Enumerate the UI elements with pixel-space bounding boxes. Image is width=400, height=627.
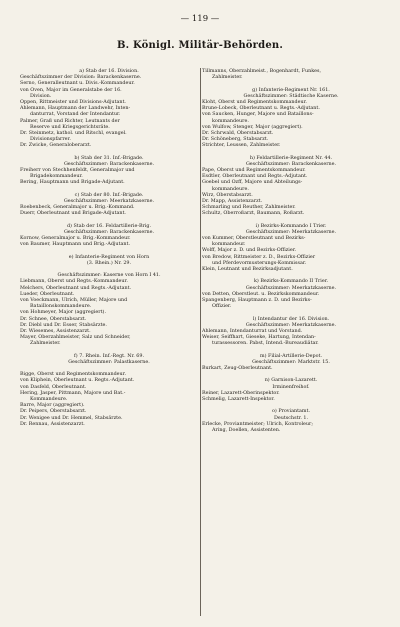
- entry-line: Spangenberg, Hauptmann z. D. und Bezirks-: [202, 296, 312, 303]
- entry-line: Wolff, Major z. D. und Bezirks-Offizier.: [202, 247, 297, 254]
- entry-line: Duerr, Oberleutnant und Brigade-Adjutant.: [20, 210, 126, 217]
- entry-line: Erlecke, Proviantmeister; Ulrich, Kontroleur;: [202, 420, 313, 427]
- entry-line: Klein, Leutnant und Bezirksadjutant.: [202, 266, 293, 272]
- entry-line: Barre, Major (aggregiert).: [20, 402, 85, 409]
- entry-line: Bataillonskommandeure.: [30, 303, 92, 310]
- entry-line: Schultz, Oberroßarzt, Baumann, Roßarzt.: [202, 210, 305, 217]
- section-heading-line: Geschäftszimmer: Barackenkaserne.: [63, 228, 155, 235]
- entry-line: Dr. Schrwald, Oberstabsarzt.: [202, 129, 274, 136]
- entry-line: kommandeure.: [212, 185, 249, 192]
- entry-line: Palmer, Graß und Richter, Leutnants der: [20, 117, 120, 124]
- section-heading-line: Irminenfreihof.: [272, 383, 310, 390]
- entry-line: Liebmann, Oberst und Regts.-Kommandeur.: [20, 278, 128, 285]
- entry-line: von Hohmeyer, Major (aggregiert).: [20, 309, 106, 316]
- two-column-body: [20, 68, 380, 623]
- entry-line: Zahlmeister.: [30, 340, 61, 347]
- entry-line: Dr. Peipers, Oberstabsarzt.: [20, 408, 87, 415]
- section-heading-line: m) Filial-Artillerie-Depot.: [260, 352, 322, 359]
- entry-line: Brigadekommandeur.: [30, 173, 83, 180]
- entry-line: Dr. Steinmetz, kathol. und Ritschl, evangel.: [20, 129, 127, 136]
- entry-line: Reserve und Kriegsgerichtsräte.: [30, 123, 110, 130]
- entry-line: Bigge, Oberst und Regimentskommandeur.: [20, 371, 126, 378]
- entry-line: Bering, Hauptmann und Brigade-Adjutant.: [20, 179, 125, 186]
- entry-line: Schmelig, Lazarett-Inspektor.: [202, 395, 275, 402]
- entry-line: Burkart, Zeug-Oberleutnant.: [202, 365, 273, 371]
- entry-line: Schmarling und Reuther, Zahlmeister.: [202, 204, 296, 211]
- section-heading-line: l) Intendantur der 16. Division.: [252, 315, 330, 322]
- entry-line: turassessoren. Pabst, Intend.-Bureaudiätar.: [212, 340, 319, 347]
- left-column: [20, 68, 198, 427]
- section-heading-line: Geschäftszimmer: Meerkatzkaserne.: [245, 284, 337, 291]
- entry-line: Esdtler, Oberleutnant und Regts.-Adjutant.: [202, 173, 308, 180]
- section-heading-line: Geschäftszimmer: Meerkatzkaserne.: [245, 321, 337, 328]
- entry-line: Brune-Lobeck, Oberleutnant u. Regts.-Adjutant.: [202, 105, 320, 112]
- entry-line: Goebel und Ozff, Majore und Abteilungs-: [202, 179, 303, 186]
- entry-line: Offizier.: [212, 303, 232, 310]
- entry-line: von Kummer, Oberstleutnant und Bezirks-: [202, 235, 306, 242]
- section-heading-line: Geschäftszimmer: Barackenkaserne.: [245, 160, 337, 167]
- section-heading-line: a) Stab der 16. Division.: [79, 68, 139, 74]
- section-heading-line: g) Infanterie-Regiment Nr. 161.: [252, 86, 330, 93]
- section-heading-line: Geschäftszimmer: Kaserne von Horn I 41.: [57, 272, 161, 279]
- entry-line: Dr. Diebl und Dr. Esser, Stabsärzte.: [20, 321, 107, 328]
- section-heading-line: Geschäftszimmer: Barackenkaserne.: [63, 160, 155, 167]
- entry-line: Kornow, Generalmajor u. Brig.-Kommandeur.: [20, 235, 131, 242]
- entry-line: Wirz, Oberstabsarzt.: [202, 191, 253, 198]
- entry-line: danturrat, Vorstand der Intendantur.: [30, 111, 121, 118]
- section-heading-line: Geschäftszimmer: Palastkaserne.: [68, 358, 150, 365]
- section-heading-line: n) Garnison-Lazarett.: [264, 377, 318, 384]
- entry-line: Serno, Generalleutnant u. Divis.-Kommandeur.: [20, 80, 135, 87]
- entry-line: Geschäftszimmer der Division: Barackenkaserne.: [20, 74, 142, 81]
- right-column: [202, 68, 380, 433]
- section-heading-line: k) Bezirks-Kommando II Trier.: [253, 278, 329, 285]
- section-heading-line: h) Feldartillerie-Regiment Nr. 44.: [249, 154, 333, 161]
- entry-line: Divisionspfarrer.: [30, 136, 71, 143]
- section-heading-line: Deutschstr. 1.: [273, 414, 309, 421]
- entry-line: Dr. Zwicke, Generaloberarzt.: [20, 142, 92, 149]
- entry-line: und Pferdevormusterungs-Kommissar.: [212, 259, 307, 266]
- entry-line: von Oven, Major im Generalstabe der 16.: [20, 86, 122, 93]
- entry-line: kommandeure.: [212, 117, 249, 124]
- entry-line: von Detten, Oberstleut. u. Bezirkskommandeur.: [202, 290, 320, 297]
- section-heading-line: Geschäftszimmer: Marktstr. 15.: [252, 358, 330, 365]
- entry-line: Dr. Schnee, Oberstabsarzt.: [20, 315, 87, 322]
- entry-line: kommandeur.: [212, 241, 246, 248]
- entry-line: Melchers, Oberleutnant und Regts.-Adjutant.: [20, 284, 132, 291]
- entry-line: Dr. Rennau, Assistenzarzt.: [20, 420, 85, 427]
- entry-line: Lueder, Oberleutnant.: [20, 290, 75, 297]
- entry-line: von Wulfow, Stenger, Major (aggregiert).: [202, 123, 303, 130]
- entry-line: Oppen, Rittmeister und Divisions-Adjutant.: [20, 98, 126, 105]
- entry-line: Roebenbeck, Generalmajor u. Brig.-Kommand.: [20, 204, 135, 211]
- entry-line: Dr. Wenigee und Dr. Hemmel, Stabsärzte.: [20, 414, 123, 421]
- page-number: — 119 —: [180, 14, 220, 24]
- entry-line: Kommandeure.: [30, 395, 68, 402]
- section-heading-line: Geschäftszimmer: Meerkatzkaserne.: [63, 197, 155, 204]
- entry-line: Freiherr von Stechhenfeldt, Generalmajor und: [20, 167, 135, 173]
- page-title: B. Königl. Militär-Behörden.: [116, 40, 284, 51]
- entry-line: von Voeckmann, Ulrich, Müller, Majore und: [20, 296, 128, 303]
- entry-line: Division.: [30, 92, 52, 99]
- section-heading-line: c) Stab der 80. Inf.-Brigade.: [74, 191, 144, 198]
- section-heading-line: b) Stab der 31. Inf.-Brigade.: [74, 154, 144, 161]
- entry-line: von Baumer, Hauptmann und Brig.-Adjutant.: [20, 241, 130, 248]
- section-heading-line: o) Proviantamt.: [271, 408, 311, 415]
- entry-line: Tillmanns, Oberzahlmeist., Bogenhardt, Funkes,: [202, 68, 322, 74]
- section-heading-line: Geschäftszimmer: Städtische Kaserne.: [243, 92, 339, 99]
- entry-line: Kloht, Oberst und Regimentskommandeur.: [202, 98, 307, 105]
- entry-line: von Saucken, Hunger, Majore und Bataillons-: [202, 111, 314, 118]
- entry-line: von Bredow, Rittmeister z. D., Bezirks-Offizier: [202, 253, 316, 260]
- entry-line: von Kliphein, Oberleutnant u. Regts.-Adjutant.: [20, 377, 135, 384]
- entry-line: Dr. Schöneberg, Stabsarzt.: [202, 136, 269, 143]
- entry-line: Mayer, Oberzahlmeister, Salz und Schneider,: [20, 334, 131, 341]
- entry-line: Hering, Jasper, Pittmann, Majore und Bat.-: [20, 389, 126, 396]
- entry-line: Weiser, Seiffhart, Gieseke, Hartung, Intendan-: [202, 334, 316, 341]
- section-heading-line: d) Stab der 16. Feldartillerie-Brig.: [66, 222, 152, 229]
- entry-line: Strichter, Leussen, Zahlmeister.: [202, 142, 281, 149]
- column-divider: [200, 68, 201, 616]
- section-heading-line: i) Bezirks-Kommando I Trier.: [255, 222, 327, 229]
- section-heading-line: (3. Rhein.) Nr. 29.: [86, 259, 132, 266]
- entry-line: Dr. Wiesemes, Assistenzarzt.: [20, 327, 91, 334]
- entry-line: Dr. Mapp, Assistenzarzt.: [202, 197, 263, 204]
- section-heading-line: f) 7. Rhein. Inf.-Regt. Nr. 69.: [73, 352, 145, 359]
- entry-line: Zahlmeister.: [212, 74, 243, 81]
- section-heading-line: e) Infanterie-Regiment von Horn: [68, 253, 150, 260]
- entry-line: von Dasfeld, Oberleutnant.: [20, 383, 87, 390]
- entry-line: Pape, Oberst und Regimentskommandeur.: [202, 167, 306, 173]
- entry-line: Aring, Doellen, Assistenten.: [212, 426, 281, 433]
- entry-line: Reiner, Lazarett-Oberinspektor.: [202, 389, 280, 396]
- entry-line: Ahlemann, Hauptmann der Landwehr, Inten-: [20, 105, 131, 112]
- section-heading-line: Geschäftszimmer: Meerkatzkaserne.: [245, 228, 337, 235]
- entry-line: Ahlemann, Intendanturrat und Vorstand.: [202, 327, 303, 334]
